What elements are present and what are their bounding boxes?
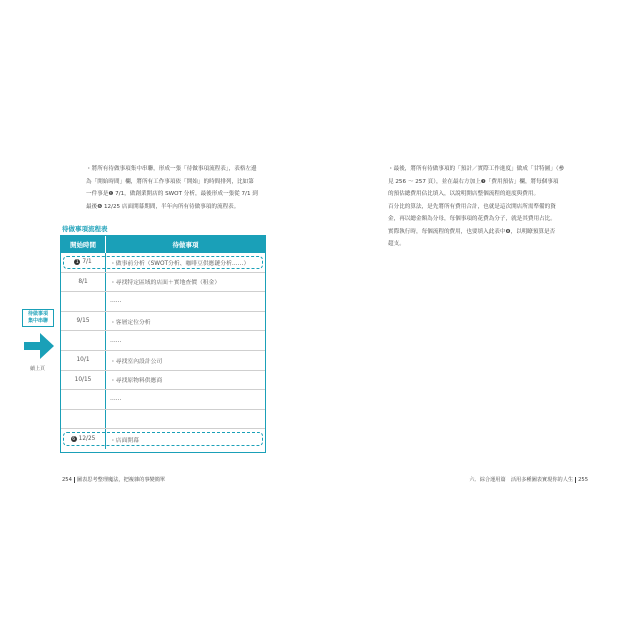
table-row (61, 331, 265, 351)
right-arrow-icon (22, 330, 56, 362)
right-page-number: 255 (578, 477, 588, 483)
side-label-line1: 待做事項 (27, 311, 48, 317)
row-todo-item: ・尋找特定區域的店面＋實地查價（租金） (110, 280, 221, 287)
row-todo-item (106, 410, 265, 429)
table-row (61, 390, 265, 410)
side-label-line2: 集中串聯 (27, 318, 48, 324)
row-start-date (61, 312, 106, 331)
row-todo-item: …… (110, 396, 122, 403)
row-todo-item: ・客層定位分析 (110, 319, 151, 326)
step-number-badge: 6 (72, 436, 76, 442)
row-date-text: 9/15 (76, 318, 90, 325)
right-line-3: 的預估總費用佔比填入，以說明開店整個流程的進度與費用。 (388, 191, 540, 197)
row-start-date (61, 390, 106, 409)
table-row (61, 429, 265, 449)
right-footer (469, 476, 588, 483)
row-todo-item: ・做事前分析（SWOT分析、咖啡豆供應鏈分析……） (110, 260, 250, 267)
header-todo-item: 待做事項 (172, 241, 199, 249)
row-start-date (61, 331, 106, 350)
row-date-text: 10/1 (76, 357, 90, 364)
right-footer-title: 六．綜合運用篇 活用多種圖表實現你的人生 (469, 477, 574, 483)
row-date-text: 10/15 (74, 376, 92, 383)
row-date-text: 12/25 (78, 436, 96, 443)
left-paragraph (86, 163, 291, 213)
table-row (61, 312, 265, 332)
todo-flow-table (60, 235, 266, 453)
row-start-date (61, 253, 106, 272)
table-row (61, 253, 265, 273)
table-row (61, 292, 265, 312)
table-row (61, 410, 265, 430)
row-date-text: 8/1 (78, 278, 88, 285)
left-page-number: 254 (62, 477, 72, 483)
row-start-date (61, 292, 106, 311)
right-line-5: 金，再以總金額為分母，每個事項的花費為分子，就是其費用占比。 (388, 216, 556, 222)
table-title: 待做事項流程表 (62, 225, 108, 233)
row-start-date (61, 273, 106, 292)
footer-divider (74, 477, 75, 483)
header-start-time: 開始時間 (61, 236, 106, 253)
right-line-2: 見 256 ～ 257 頁），並在最右方加上❼「費用預估」欄，將每個事項 (388, 178, 559, 185)
left-line-3: 一件事是❶ 7/1，做創業開店的 SWOT 分析，最後形成一張從 7/1 到 (86, 191, 258, 197)
table-row (61, 351, 265, 371)
left-line-2: 為「開始時間」欄，將所有工作事項依「開始」的時間排列，比如第 (86, 178, 254, 185)
table-body (61, 253, 265, 449)
footer-divider (575, 477, 576, 483)
table-row (61, 371, 265, 391)
row-start-date (61, 429, 106, 449)
right-line-6: 實際執行時，每個流程的費用，也要填入此表中❽，以明瞭預算是否 (388, 228, 556, 235)
right-paragraph (388, 163, 608, 251)
table-row (61, 273, 265, 293)
row-todo-item: ・尋找原物料供應商 (110, 378, 163, 385)
row-todo-item: ・店面開幕 (110, 437, 139, 444)
step-number-badge: 1 (75, 259, 79, 265)
left-line-1: ・將所有待做事項集中串聯，形成一張「待做事項流程表」，表格左邊 (86, 166, 257, 172)
left-footer (62, 476, 165, 483)
right-line-4: 百分比的算法，是先將所有費用合計，也就是這次開店所需準備的資 (388, 203, 556, 210)
side-caption: 續上頁 (30, 366, 46, 372)
row-date-text: 7/1 (82, 259, 92, 266)
row-start-date (61, 410, 106, 429)
side-label (22, 309, 54, 327)
left-footer-title: 圖表思考整理魔法，把複雜的事變簡單 (76, 477, 166, 483)
right-line-1: ・最後，將所有待做事項的「預計／實際工作進度」做成「甘特圖」（參 (388, 166, 565, 172)
table-header-row (61, 236, 265, 253)
row-start-date (61, 351, 106, 370)
left-line-4: 最後❻ 12/25 店面開幕期間，半年內所有待做事項的流程表。 (86, 203, 240, 210)
row-start-date (61, 371, 106, 390)
row-todo-item: …… (110, 337, 122, 344)
row-todo-item: ・尋找室內設計公司 (110, 358, 163, 365)
right-line-7: 超支。 (388, 241, 405, 247)
row-todo-item: …… (110, 298, 122, 305)
